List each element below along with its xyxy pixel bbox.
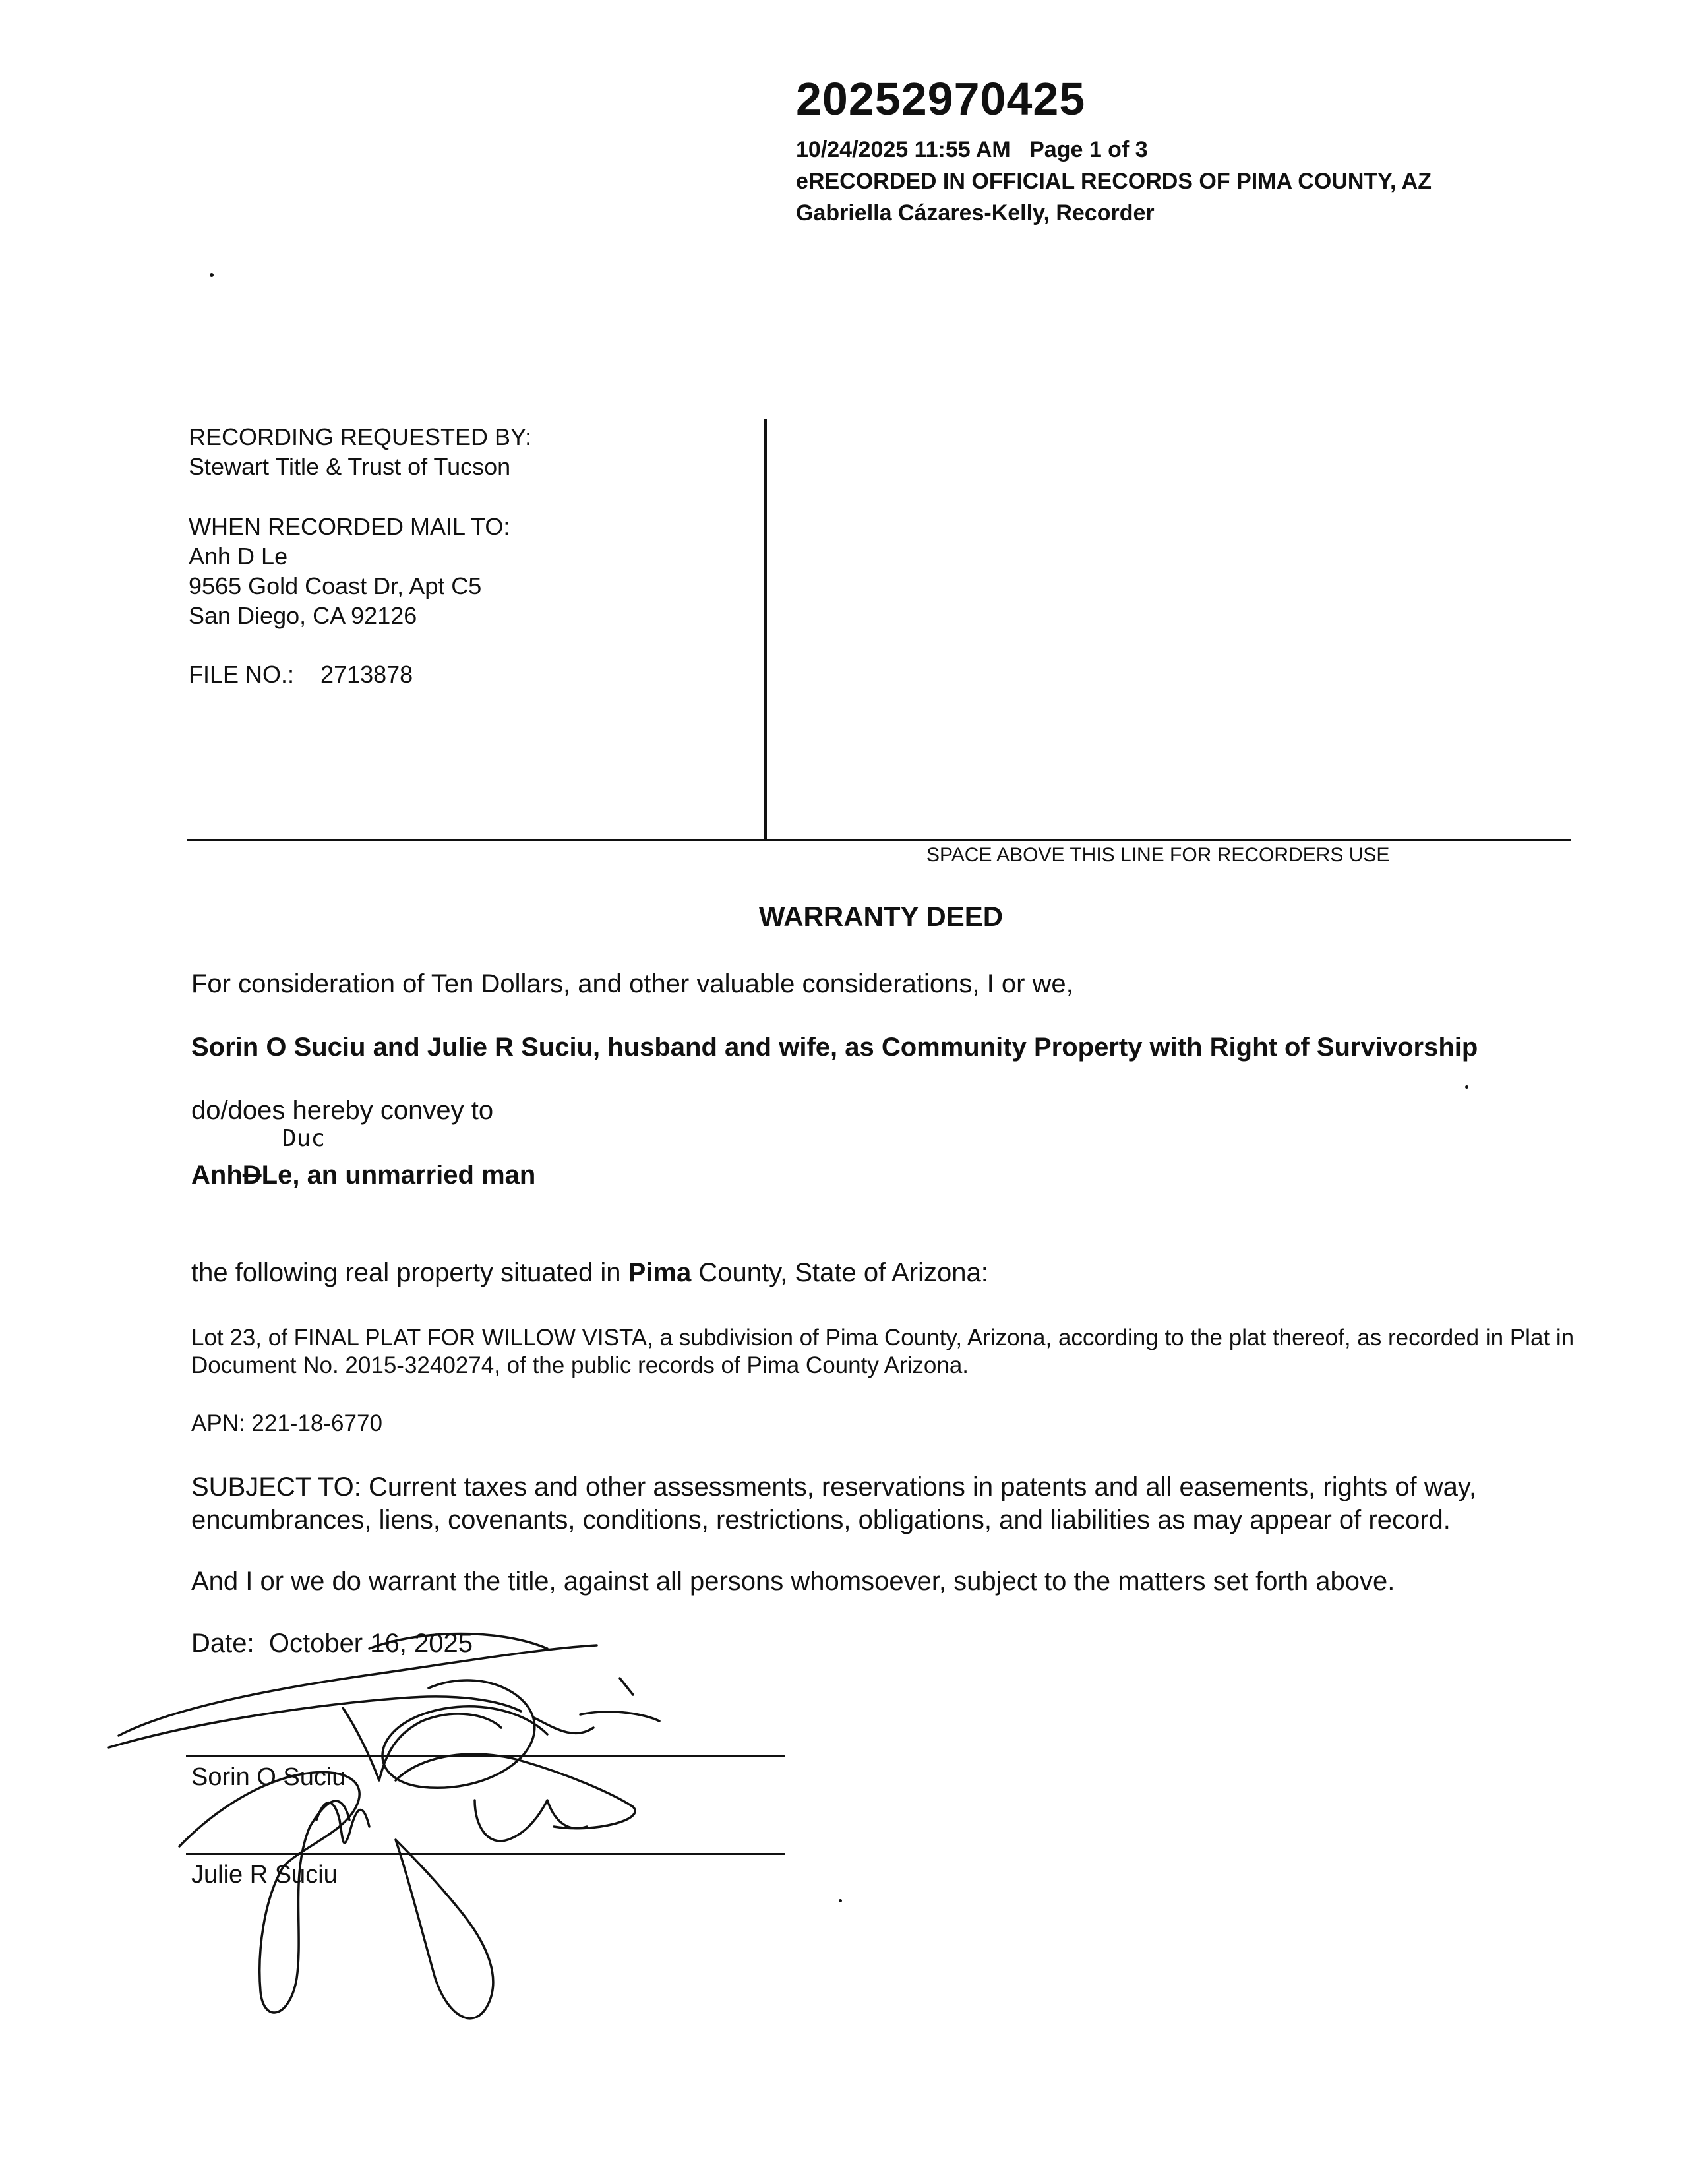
apn: APN: 221-18-6770	[191, 1410, 382, 1436]
property-pre: the following real property situated in	[191, 1258, 628, 1287]
grantee-rest: Le, an unmarried man	[261, 1161, 536, 1190]
mail-to-name: Anh D Le	[189, 543, 288, 570]
mail-to-street: 9565 Gold Coast Dr, Apt C5	[189, 572, 482, 599]
warranty-text: And I or we do warrant the title, against all persons whomsoever, subject to the matters set forth above.	[191, 1567, 1395, 1596]
property-county: Pima	[628, 1258, 692, 1287]
document-title: WARRANTY DEED	[758, 901, 1004, 932]
signature-stroke	[396, 1840, 493, 2018]
signature-stroke	[179, 1772, 359, 2013]
signature-stroke	[396, 1754, 635, 1829]
handwritten-insert: Duc	[282, 1125, 326, 1152]
recording-page: Page 1 of 3	[1029, 137, 1148, 162]
signature-stroke	[369, 1634, 547, 1649]
date-value: October 16, 2025	[268, 1629, 473, 1658]
signature-stroke	[119, 1645, 597, 1736]
consideration-text: For consideration of Ten Dollars, and other valuable considerations, I or we,	[191, 969, 1073, 998]
property-post: County, State of Arizona:	[691, 1258, 988, 1287]
signer-1-name: Sorin O Suciu	[191, 1763, 346, 1791]
grantee-first: Anh	[191, 1161, 243, 1190]
mail-to-label: WHEN RECORDED MAIL TO:	[189, 513, 510, 540]
erecorded-line: eRECORDED IN OFFICIAL RECORDS OF PIMA COUNTY, AZ	[796, 169, 1432, 194]
signer-2-name: Julie R Suciu	[191, 1861, 338, 1889]
grantee-struck-initial: D	[242, 1161, 262, 1190]
mail-to-city: San Diego, CA 92126	[189, 602, 417, 629]
recorder-name: Gabriella Cázares-Kelly, Recorder	[796, 200, 1155, 226]
subject-to-text: SUBJECT TO: Current taxes and other assessments, reservations in patents and all easements, rights of way, encumbrances, liens, covenants, conditions, restrictions, obligations, and liabilities as may appear of record.	[191, 1472, 1477, 1534]
file-number: 2713878	[320, 661, 413, 688]
date-label: Date:	[191, 1629, 255, 1658]
convey-text: do/does hereby convey to	[191, 1096, 494, 1125]
signature-stroke	[620, 1678, 633, 1695]
signature-stroke	[534, 1712, 659, 1734]
signature-stroke	[109, 1697, 521, 1747]
recorder-space-note: SPACE ABOVE THIS LINE FOR RECORDERS USE	[926, 844, 1390, 866]
signature-stroke	[475, 1800, 587, 1841]
recording-document-number: 20252970425	[796, 73, 1086, 125]
requested-by-label: RECORDING REQUESTED BY:	[189, 423, 532, 450]
requested-by: Stewart Title & Trust of Tucson	[189, 453, 511, 480]
signature-stroke	[343, 1708, 501, 1780]
legal-description: Lot 23, of FINAL PLAT FOR WILLOW VISTA, a subdivision of Pima County, Arizona, according to the plat thereof, as recorded in Plat in Document No. 2015-3240274, of the public records of Pima County Arizona.	[191, 1325, 1575, 1378]
file-number-label: FILE NO.:	[189, 661, 295, 688]
grantors-text: Sorin O Suciu and Julie R Suciu, husband and wife, as Community Property with Right of Survivorship	[191, 1033, 1478, 1062]
recording-datetime: 10/24/2025 11:55 AM	[796, 137, 1011, 162]
